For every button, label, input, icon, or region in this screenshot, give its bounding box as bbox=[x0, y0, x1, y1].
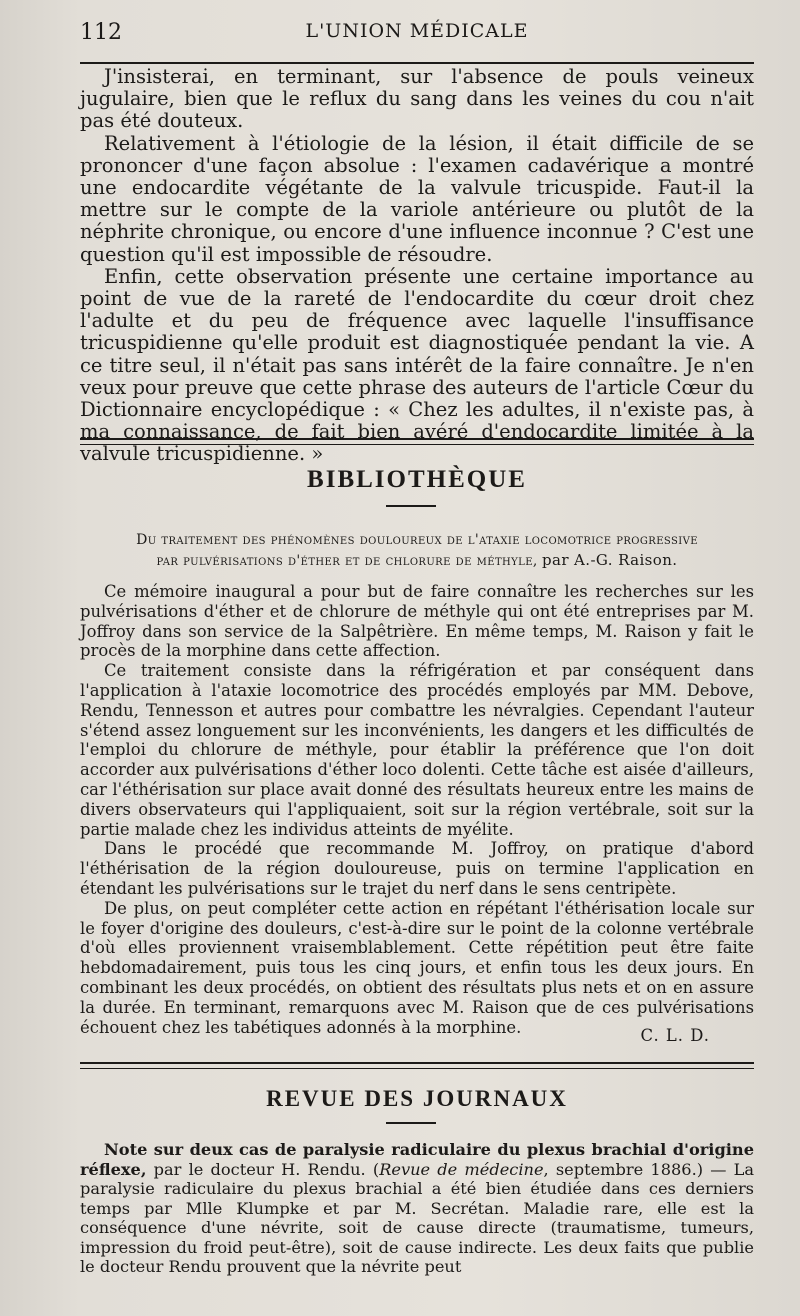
header-rule bbox=[80, 62, 754, 64]
heading-underline bbox=[386, 505, 436, 507]
page-number: 112 bbox=[80, 20, 122, 45]
book-author: par A.-G. Raison. bbox=[541, 551, 678, 569]
section-heading-bibliotheque: BIBLIOTHÈQUE bbox=[307, 466, 527, 493]
paragraph: Enfin, cette observation présente une certaine importance au point de vue de la rareté de l'endocardite du cœur droit chez l'adulte et du peu de fréquence avec laquelle l'insuffisance tricuspidienne qu'elle produit est diagnostiquée pendant la vie. A ce titre seul, il n'était pas sans intérêt de la faire connaître. Je n'en veux pour preuve que cette phrase des auteurs de l'article Cœur du Dictionnaire encyclopédique : « Chez les adultes, il n'existe pas, à ma connaissance, de fait bien avéré d'endocardite limitée à la valvule tricuspidienne. » bbox=[80, 264, 754, 466]
paragraph: Dans le procédé que recommande M. Joffroy, on pratique d'abord l'éthérisation de la région douloureuse, puis on termine l'application en étendant les pulvérisations sur le trajet du nerf dans le sens centripète. bbox=[80, 839, 754, 898]
paragraph bbox=[80, 1140, 754, 1277]
byline: par le docteur H. Rendu. ( bbox=[146, 1159, 380, 1179]
paragraph: De plus, on peut compléter cette action en répétant l'éthérisation locale sur le foyer d'origine des douleurs, c'est-à-dire sur le point de la colonne vertébrale d'où elles proviennent vraisemblablement. Cette répétition peut être faite hebdomadairement, puis tous les cinq jours, et enfin tous les deux jours. En combinant les deux procédés, on obtient des résultats plus nets et on en assure la durée. En terminant, remarquons avec M. Raison que de ces pulvérisations échouent chez les tabétiques adonnés à la morphine. bbox=[80, 898, 754, 1037]
paragraph: J'insisterai, en terminant, sur l'absence de pouls veineux jugulaire, bien que le reflux du sang dans les veines du cou n'ait pas été douteux. bbox=[80, 65, 754, 133]
article-text: , septembre 1886.) — La paralysie radiculaire du plexus brachial a été bien étudiée dans ces derniers temps par Mlle Klumpke et par M. Secrétan. Maladie rare, elle est la conséquence d'une névrite, soit de cause directe (traumatisme, tumeurs, impression du froid peut-être), soit de cause indirecte. Les deux faits que publie le docteur Rendu prouvent que la névrite peut bbox=[80, 1159, 754, 1276]
article-conclusion bbox=[80, 66, 754, 466]
section-divider bbox=[80, 1062, 754, 1064]
section-divider bbox=[80, 1068, 754, 1069]
book-title bbox=[80, 530, 754, 571]
section-divider bbox=[80, 444, 754, 445]
section-heading-revue: REVUE DES JOURNAUX bbox=[266, 1086, 568, 1111]
book-title-line: Du traitement des phénomènes douloureux de l'ataxie locomotrice progressive bbox=[136, 532, 698, 548]
paragraph: Ce traitement consiste dans la réfrigération et par conséquent dans l'application à l'ataxie locomotrice des procédés employés par MM. Debove, Rendu, Tennesson et autres pour combattre les névralgies. Cependant l'auteur s'étend assez longuement sur les inconvénients, les dangers et les difficultés de l'emploi du chlorure de méthyle, pour établir la préférence que l'on doit accorder aux pulvérisations d'éther loco dolenti. Cette tâche est aisée d'ailleurs, car l'éthérisation sur place avait donné des résultats heureux entre les mains de divers observateurs qui l'appliquaient, soit sur la région vertébrale, soit sur la partie malade chez les individus atteints de myélite. bbox=[80, 661, 754, 839]
book-title-line bbox=[80, 550, 754, 571]
page-header bbox=[80, 20, 754, 56]
book-review bbox=[80, 582, 754, 1037]
journal-review bbox=[80, 1140, 754, 1277]
heading-underline bbox=[386, 1122, 436, 1124]
running-title: L'UNION MÉDICALE bbox=[305, 20, 529, 42]
section-divider bbox=[80, 438, 754, 440]
review-signature: C. L. D. bbox=[640, 1026, 710, 1045]
journal-name: Revue de médecine bbox=[379, 1159, 544, 1179]
book-title-line-2: par pulvérisations d'éther et de chlorure de méthyle, bbox=[156, 553, 538, 569]
paragraph: Relativement à l'étiologie de la lésion, il était difficile de se prononcer d'une façon absolue : l'examen cadavérique a montré une endocardite végétante de la valvule tricuspide. Faut-il la mettre sur le compte de la variole antérieure ou plutôt de la néphrite chronique, ou encore d'une influence inconnue ? C'est une question qu'il est impossible de résoudre. bbox=[80, 131, 754, 266]
article-lead: Note sur deux cas de paralysie radiculaire du plexus brachial d'origine réflexe, bbox=[80, 1140, 754, 1179]
paragraph: Ce mémoire inaugural a pour but de faire connaître les recherches sur les pulvérisations d'éther et de chlorure de méthyle qui ont été entreprises par M. Joffroy dans son service de la Salpêtrière. En même temps, M. Raison y fait le procès de la morphine dans cette affection. bbox=[80, 582, 754, 661]
